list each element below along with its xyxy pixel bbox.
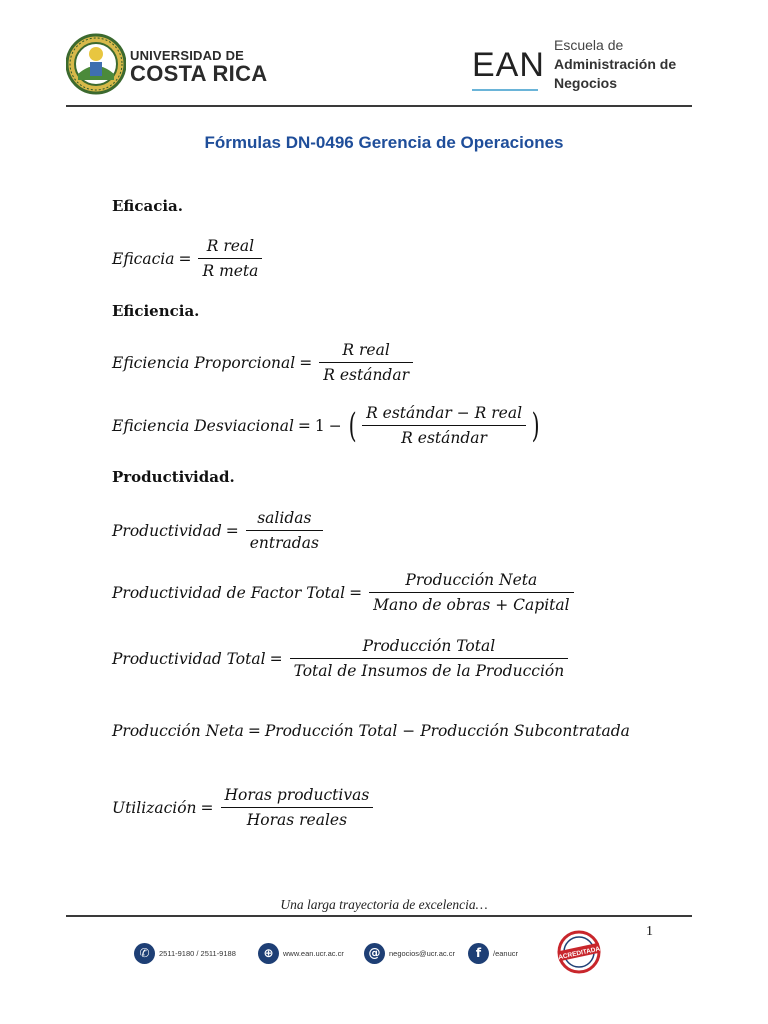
numerator: R estándar − R real	[366, 404, 523, 422]
globe-icon: ⊕	[258, 943, 279, 964]
formula-utilizacion	[112, 785, 376, 830]
formula-lhs: Eficiencia Desviacional	[112, 416, 294, 435]
numerator: R real	[342, 341, 390, 359]
formula-lhs: Eficiencia Proporcional	[112, 353, 296, 372]
ucr-seal-icon	[66, 32, 126, 96]
left-paren: (	[348, 405, 357, 446]
seal-text: ACREDITADA	[557, 945, 601, 962]
formula-eficacia	[112, 236, 265, 281]
fraction	[362, 403, 526, 448]
formula-lhs: Producción Neta	[112, 722, 244, 740]
formula-lhs: Eficacia	[112, 249, 175, 268]
equals-sign: =	[269, 649, 283, 668]
denominator: Total de Insumos de la Producción	[293, 662, 565, 680]
footer-facebook[interactable]	[468, 942, 518, 964]
denominator: R meta	[202, 262, 259, 280]
formula-lhs: Productividad	[112, 521, 222, 540]
page-number: 1	[646, 924, 653, 939]
footer-divider	[66, 915, 692, 917]
denominator: entradas	[249, 534, 319, 552]
footer-slogan: Una larga trayectoria de excelencia…	[280, 897, 488, 912]
equals-sign: =	[349, 583, 363, 602]
ean-description	[554, 36, 676, 93]
formula-lhs: Productividad de Factor Total	[112, 583, 346, 602]
email-icon: @	[364, 943, 385, 964]
section-productividad: Productividad.	[112, 468, 235, 486]
page-header	[66, 30, 692, 106]
denominator: Mano de obras + Capital	[373, 596, 570, 614]
footer-web[interactable]	[258, 942, 344, 964]
web-text[interactable]: www.ean.ucr.ac.cr	[283, 948, 344, 958]
fraction	[369, 570, 573, 615]
section-eficiencia: Eficiencia.	[112, 302, 200, 320]
formula-productividad	[112, 508, 326, 553]
formula-productividad-factor-total	[112, 570, 577, 615]
ucr-name-line2: COSTA RICA	[130, 61, 268, 86]
denominator: R estándar	[323, 366, 409, 384]
equals-sign: =	[247, 722, 261, 740]
denominator: Horas reales	[246, 811, 348, 829]
numerator: Producción Neta	[405, 571, 538, 589]
header-divider	[66, 105, 692, 107]
equals-sign: =	[297, 416, 311, 435]
fraction	[246, 508, 323, 553]
footer-phone	[134, 942, 236, 964]
numerator: Horas productivas	[224, 786, 370, 804]
phone-text: 2511-9180 / 2511-9188	[159, 948, 236, 958]
formula-lhs: Productividad Total	[112, 649, 266, 668]
email-text[interactable]: negocios@ucr.ac.cr	[389, 948, 455, 958]
equals-sign: =	[299, 353, 313, 372]
ean-desc-line2: Administración de	[554, 56, 677, 72]
ean-desc-line3: Negocios	[554, 75, 618, 91]
right-paren: )	[531, 405, 540, 446]
fraction	[290, 636, 569, 681]
accreditation-seal-icon	[555, 930, 603, 974]
numerator: R real	[206, 237, 255, 255]
formula-lhs: Utilización	[112, 798, 197, 817]
facebook-text[interactable]: /eanucr	[493, 948, 519, 958]
equals-sign: =	[178, 249, 192, 268]
denominator: R estándar	[401, 429, 487, 447]
fraction	[221, 785, 374, 830]
footer-email[interactable]	[364, 942, 455, 964]
equals-sign: =	[200, 798, 214, 817]
ucr-name	[130, 49, 267, 85]
ean-logo-text: EAN	[472, 46, 545, 84]
equals-sign: =	[225, 521, 239, 540]
formula-produccion-neta	[112, 722, 630, 740]
formula-rhs: Producción Total − Producción Subcontratada	[264, 722, 630, 740]
section-eficacia: Eficacia.	[112, 197, 183, 215]
ean-underline	[472, 89, 538, 91]
phone-icon: ✆	[134, 943, 155, 964]
document-title: Fórmulas DN-0496 Gerencia de Operaciones	[204, 133, 564, 152]
formula-productividad-total	[112, 636, 571, 681]
facebook-icon: f	[468, 943, 489, 964]
ean-desc-line1: Escuela de	[554, 37, 624, 53]
numerator: Producción Total	[362, 637, 496, 655]
formula-eficiencia-desviacional	[112, 403, 542, 448]
fraction	[319, 340, 413, 385]
one: 1	[314, 416, 325, 435]
formula-eficiencia-proporcional	[112, 340, 416, 385]
minus-sign: −	[328, 416, 342, 435]
ucr-name-line1: UNIVERSIDAD DE	[130, 48, 245, 63]
numerator: salidas	[257, 509, 312, 527]
fraction	[198, 236, 262, 281]
